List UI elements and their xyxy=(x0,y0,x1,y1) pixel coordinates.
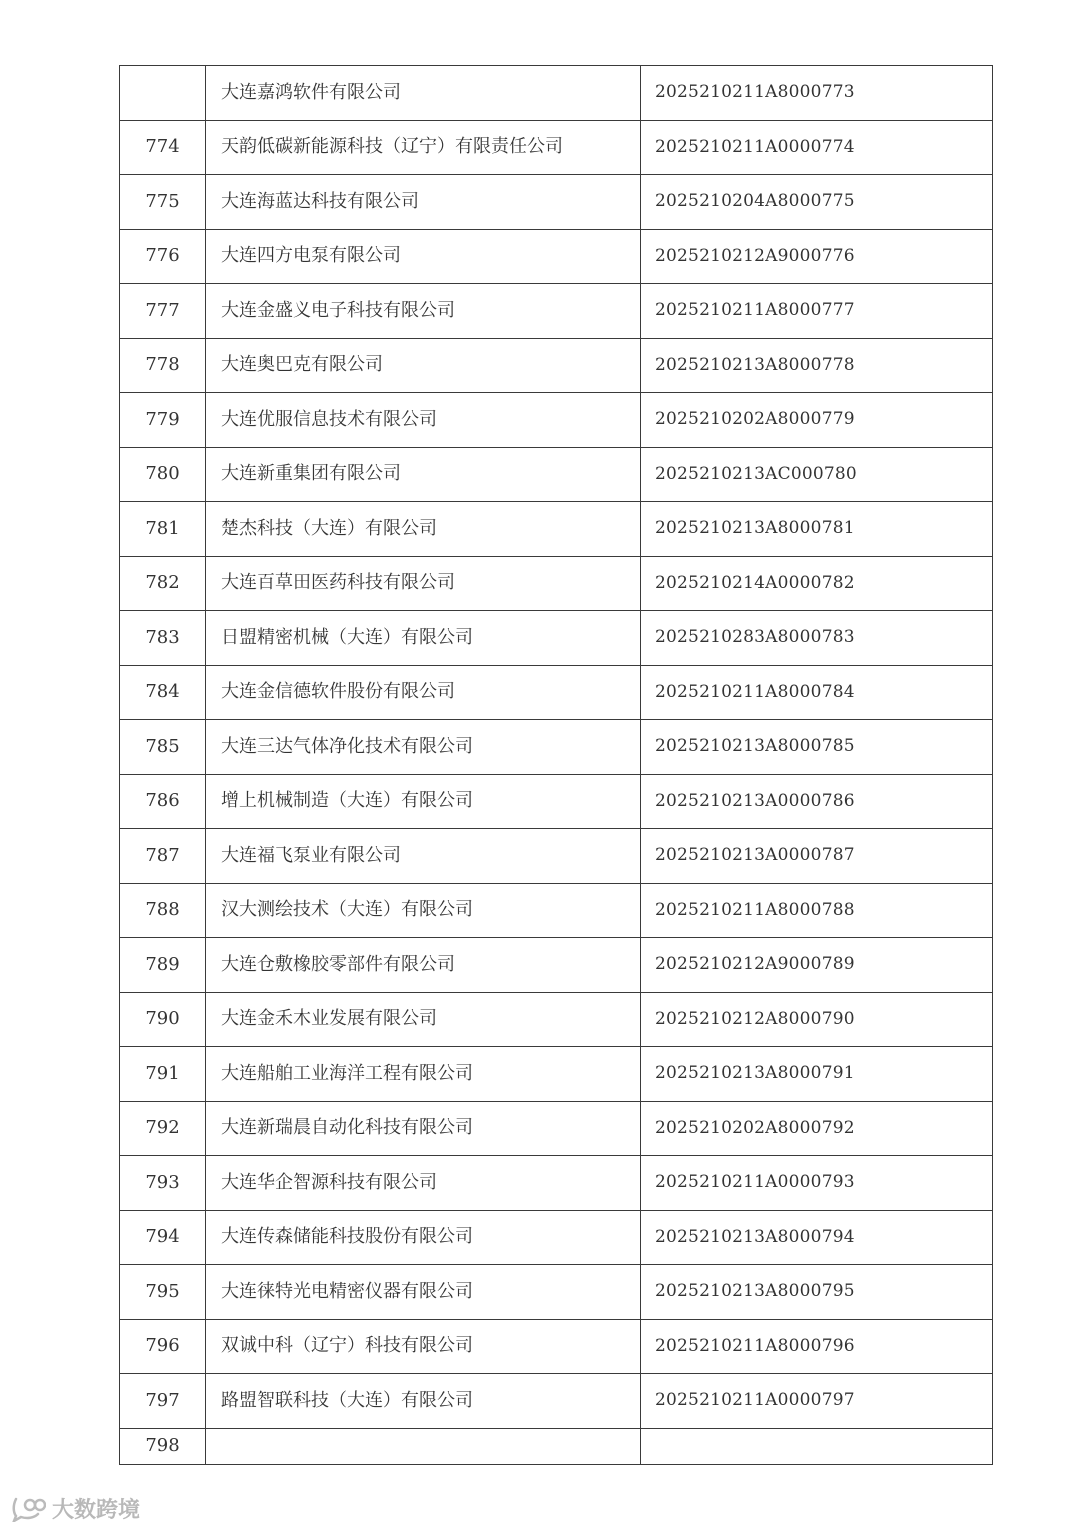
row-number-cell: 798 xyxy=(120,1428,206,1464)
row-number-cell: 786 xyxy=(120,774,206,829)
registration-code-cell: 2025210211A8000773 xyxy=(641,66,993,121)
row-number-cell: 795 xyxy=(120,1265,206,1320)
company-name-cell: 大连金禾木业发展有限公司 xyxy=(206,992,641,1047)
table-row xyxy=(120,665,993,720)
table-row xyxy=(120,393,993,448)
row-number-cell: 797 xyxy=(120,1374,206,1429)
company-name-cell: 大连徕特光电精密仪器有限公司 xyxy=(206,1265,641,1320)
row-number-cell: 775 xyxy=(120,175,206,230)
company-name-cell: 大连百草田医药科技有限公司 xyxy=(206,556,641,611)
table-row xyxy=(120,1319,993,1374)
table-row xyxy=(120,556,993,611)
table-body xyxy=(120,66,993,1465)
company-name-cell xyxy=(206,1428,641,1464)
row-number-cell: 789 xyxy=(120,938,206,993)
registration-code-cell: 2025210213A8000781 xyxy=(641,502,993,557)
company-name-cell: 大连四方电泵有限公司 xyxy=(206,229,641,284)
company-name-cell: 大连海蓝达科技有限公司 xyxy=(206,175,641,230)
row-number-cell: 790 xyxy=(120,992,206,1047)
company-name-cell: 大连福飞泵业有限公司 xyxy=(206,829,641,884)
row-number-cell: 782 xyxy=(120,556,206,611)
watermark xyxy=(12,1493,140,1524)
company-name-cell: 大连华企智源科技有限公司 xyxy=(206,1156,641,1211)
table-row xyxy=(120,883,993,938)
watermark-text: 大数跨境 xyxy=(52,1498,141,1523)
registration-code-cell: 2025210213A0000787 xyxy=(641,829,993,884)
registration-code-cell xyxy=(641,1428,993,1464)
row-number-cell xyxy=(120,66,206,121)
company-name-cell: 大连金信德软件股份有限公司 xyxy=(206,665,641,720)
row-number-cell: 780 xyxy=(120,447,206,502)
company-name-cell: 大连船舶工业海洋工程有限公司 xyxy=(206,1047,641,1102)
registration-code-cell: 2025210213A8000778 xyxy=(641,338,993,393)
table-row xyxy=(120,1374,993,1429)
table-row xyxy=(120,66,993,121)
enterprise-list-table xyxy=(119,65,993,1465)
company-name-cell: 大连优服信息技术有限公司 xyxy=(206,393,641,448)
registration-code-cell: 2025210213A8000795 xyxy=(641,1265,993,1320)
company-name-cell: 大连三达气体净化技术有限公司 xyxy=(206,720,641,775)
registration-code-cell: 2025210202A8000779 xyxy=(641,393,993,448)
row-number-cell: 785 xyxy=(120,720,206,775)
table-row xyxy=(120,829,993,884)
company-name-cell: 增上机械制造（大连）有限公司 xyxy=(206,774,641,829)
row-number-cell: 784 xyxy=(120,665,206,720)
registration-code-cell: 2025210213A8000785 xyxy=(641,720,993,775)
table-row xyxy=(120,1101,993,1156)
table-row xyxy=(120,1156,993,1211)
registration-code-cell: 2025210283A8000783 xyxy=(641,611,993,666)
company-name-cell: 大连传森储能科技股份有限公司 xyxy=(206,1210,641,1265)
table-row xyxy=(120,774,993,829)
table-row xyxy=(120,120,993,175)
company-name-cell: 楚杰科技（大连）有限公司 xyxy=(206,502,641,557)
table-row xyxy=(120,229,993,284)
company-name-cell: 天韵低碳新能源科技（辽宁）有限责任公司 xyxy=(206,120,641,175)
company-name-cell: 日盟精密机械（大连）有限公司 xyxy=(206,611,641,666)
table-row xyxy=(120,502,993,557)
registration-code-cell: 2025210202A8000792 xyxy=(641,1101,993,1156)
table-row xyxy=(120,1265,993,1320)
registration-code-cell: 2025210212A9000789 xyxy=(641,938,993,993)
company-name-cell: 大连嘉鸿软件有限公司 xyxy=(206,66,641,121)
company-name-cell: 大连仓敷橡胶零部件有限公司 xyxy=(206,938,641,993)
company-name-cell: 大连金盛义电子科技有限公司 xyxy=(206,284,641,339)
speech-bubble-logo-icon xyxy=(12,1496,46,1522)
company-name-cell: 大连新重集团有限公司 xyxy=(206,447,641,502)
table-row xyxy=(120,284,993,339)
registration-code-cell: 2025210213A8000791 xyxy=(641,1047,993,1102)
row-number-cell: 778 xyxy=(120,338,206,393)
row-number-cell: 792 xyxy=(120,1101,206,1156)
company-name-cell: 汉大测绘技术（大连）有限公司 xyxy=(206,883,641,938)
registration-code-cell: 2025210214A0000782 xyxy=(641,556,993,611)
row-number-cell: 777 xyxy=(120,284,206,339)
table-row xyxy=(120,1428,993,1464)
row-number-cell: 793 xyxy=(120,1156,206,1211)
table-row xyxy=(120,992,993,1047)
table-row xyxy=(120,938,993,993)
registration-code-cell: 2025210211A8000796 xyxy=(641,1319,993,1374)
registration-code-cell: 2025210211A0000774 xyxy=(641,120,993,175)
registration-code-cell: 2025210212A8000790 xyxy=(641,992,993,1047)
row-number-cell: 783 xyxy=(120,611,206,666)
row-number-cell: 779 xyxy=(120,393,206,448)
table-row xyxy=(120,447,993,502)
row-number-cell: 796 xyxy=(120,1319,206,1374)
company-name-cell: 路盟智联科技（大连）有限公司 xyxy=(206,1374,641,1429)
table-row xyxy=(120,338,993,393)
registration-code-cell: 2025210213AC000780 xyxy=(641,447,993,502)
table-row xyxy=(120,720,993,775)
row-number-cell: 787 xyxy=(120,829,206,884)
table-row xyxy=(120,1047,993,1102)
registration-code-cell: 2025210211A8000777 xyxy=(641,284,993,339)
registration-code-cell: 2025210211A8000784 xyxy=(641,665,993,720)
row-number-cell: 781 xyxy=(120,502,206,557)
row-number-cell: 774 xyxy=(120,120,206,175)
row-number-cell: 791 xyxy=(120,1047,206,1102)
registration-code-cell: 2025210211A0000793 xyxy=(641,1156,993,1211)
company-name-cell: 双诚中科（辽宁）科技有限公司 xyxy=(206,1319,641,1374)
registration-code-cell: 2025210213A8000794 xyxy=(641,1210,993,1265)
row-number-cell: 788 xyxy=(120,883,206,938)
registration-code-cell: 2025210212A9000776 xyxy=(641,229,993,284)
table-row xyxy=(120,611,993,666)
table-row xyxy=(120,175,993,230)
company-name-cell: 大连奥巴克有限公司 xyxy=(206,338,641,393)
row-number-cell: 776 xyxy=(120,229,206,284)
table-row xyxy=(120,1210,993,1265)
registration-code-cell: 2025210213A0000786 xyxy=(641,774,993,829)
registration-code-cell: 2025210211A8000788 xyxy=(641,883,993,938)
company-name-cell: 大连新瑞晨自动化科技有限公司 xyxy=(206,1101,641,1156)
row-number-cell: 794 xyxy=(120,1210,206,1265)
registration-code-cell: 2025210204A8000775 xyxy=(641,175,993,230)
registration-code-cell: 2025210211A0000797 xyxy=(641,1374,993,1429)
